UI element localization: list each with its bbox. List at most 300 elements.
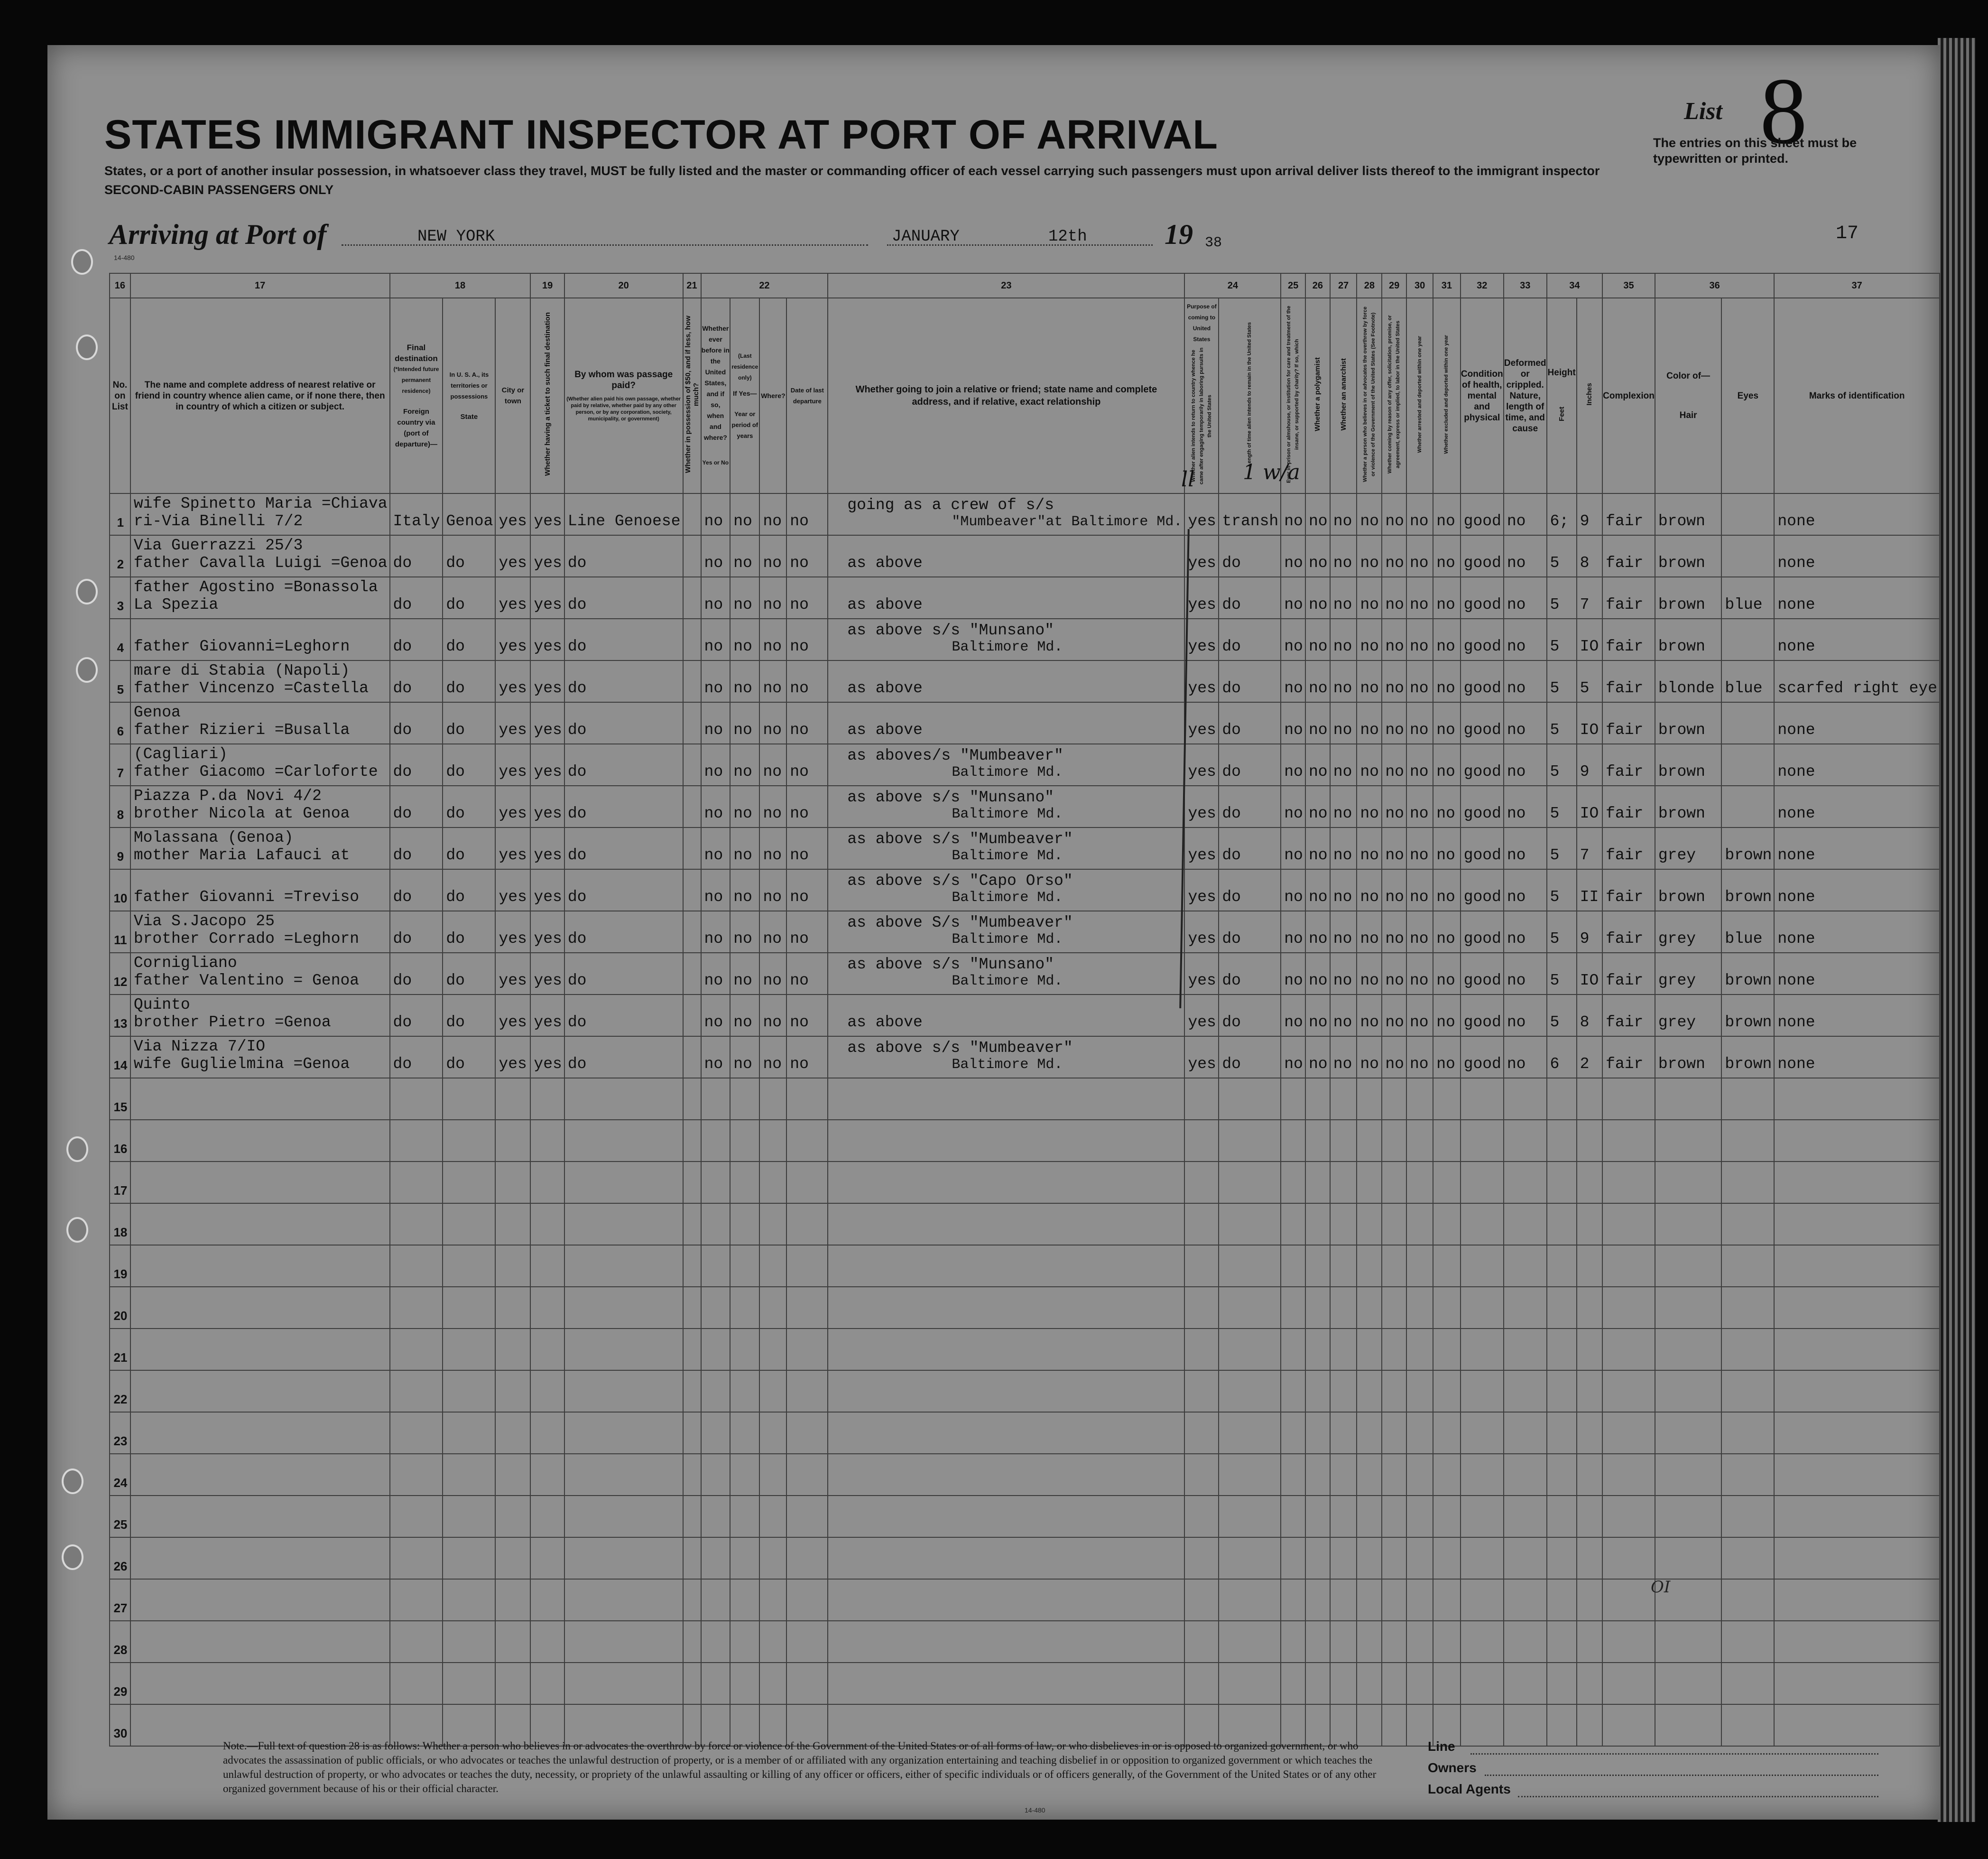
row-number: 24 xyxy=(110,1454,130,1496)
header-where: Where? xyxy=(759,298,786,493)
empty-cell xyxy=(1305,1496,1330,1537)
empty-cell xyxy=(1577,1203,1602,1245)
cell-excluded: no xyxy=(1433,619,1460,660)
empty-cell xyxy=(1219,1162,1281,1203)
cell-prison: no xyxy=(1281,995,1305,1036)
empty-cell xyxy=(1504,1537,1547,1579)
header-purpose-b-text: Length of time alien intends to remain in the United States xyxy=(1247,322,1253,467)
empty-cell xyxy=(390,1579,443,1621)
empty-cell xyxy=(1357,1287,1382,1329)
relative-address-line-2: father Valentino = Genoa xyxy=(133,972,360,989)
header-subtitle-2: SECOND-CABIN PASSENGERS ONLY xyxy=(104,183,334,197)
empty-cell xyxy=(701,1329,730,1370)
empty-cell xyxy=(759,1287,786,1329)
empty-cell xyxy=(1382,1329,1406,1370)
empty-cell xyxy=(683,1579,701,1621)
cell-passage-paid: do xyxy=(564,786,683,827)
cell-purpose-length: do xyxy=(1219,535,1281,577)
header-c31-text: Whether excluded and deported within one year xyxy=(1443,335,1450,454)
cell-passage-paid: do xyxy=(564,869,683,911)
cell-joining xyxy=(828,786,1184,827)
joining-line-1: as aboves/s "Mumbeaver" xyxy=(847,747,1063,764)
empty-cell xyxy=(1655,1329,1721,1370)
cell-fifty-dollars xyxy=(683,827,701,869)
empty-cell xyxy=(1184,1245,1219,1287)
empty-cell xyxy=(1602,1329,1655,1370)
cell-state: do xyxy=(443,869,495,911)
col-number: 24 xyxy=(1184,273,1281,298)
empty-cell xyxy=(564,1663,683,1704)
empty-cell xyxy=(495,1287,530,1329)
col-number: 34 xyxy=(1547,273,1603,298)
empty-cell xyxy=(1357,1120,1382,1162)
cell-prison: no xyxy=(1281,953,1305,995)
empty-cell xyxy=(1504,1203,1547,1245)
stacked-page-edges xyxy=(1938,38,1976,1822)
empty-cell xyxy=(390,1162,443,1203)
empty-cell xyxy=(1547,1245,1577,1287)
empty-cell xyxy=(1357,1370,1382,1412)
empty-cell xyxy=(828,1120,1184,1162)
empty-cell xyxy=(1774,1162,1940,1203)
cell-before-yes-no: no xyxy=(701,619,730,660)
joining-line-1: as above s/s "Mumbeaver" xyxy=(847,830,1073,848)
cell-passage-paid: do xyxy=(564,953,683,995)
cell-height-feet: 5 xyxy=(1547,619,1577,660)
cell-state: Genoa xyxy=(443,493,495,535)
empty-cell xyxy=(1357,1454,1382,1496)
cell-fifty-dollars xyxy=(683,995,701,1036)
cell-relative-address xyxy=(130,744,390,786)
header-c28 xyxy=(1357,298,1382,493)
empty-cell xyxy=(443,1579,495,1621)
header-c30 xyxy=(1406,298,1433,493)
relative-address-line-2: brother Nicola at Genoa xyxy=(133,805,350,822)
empty-cell xyxy=(530,1454,564,1496)
cell-deformed: no xyxy=(1504,744,1547,786)
empty-cell xyxy=(1577,1370,1602,1412)
empty-cell xyxy=(1330,1245,1357,1287)
cell-height-feet: 5 xyxy=(1547,953,1577,995)
empty-cell xyxy=(1655,1621,1721,1663)
cell-height-inches: 9 xyxy=(1577,911,1602,953)
cell-ticket: yes xyxy=(530,786,564,827)
cell-excluded: no xyxy=(1433,702,1460,744)
cell-before-period: no xyxy=(730,493,759,535)
empty-cell xyxy=(495,1120,530,1162)
empty-cell xyxy=(1504,1496,1547,1537)
cell-hair-color: grey xyxy=(1655,995,1721,1036)
cell-before-where: no xyxy=(759,535,786,577)
empty-cell xyxy=(1461,1621,1504,1663)
cell-foreign-country: do xyxy=(390,827,443,869)
empty-cell xyxy=(1184,1120,1219,1162)
empty-cell xyxy=(1330,1287,1357,1329)
cell-passage-paid: do xyxy=(564,535,683,577)
empty-cell xyxy=(530,1120,564,1162)
cell-overthrow: no xyxy=(1357,493,1382,535)
cell-before-period: no xyxy=(730,535,759,577)
cell-purpose-length: do xyxy=(1219,953,1281,995)
cell-state: do xyxy=(443,744,495,786)
empty-cell xyxy=(1184,1537,1219,1579)
cell-before-date: no xyxy=(786,995,828,1036)
empty-cell xyxy=(1547,1621,1577,1663)
row-number: 7 xyxy=(110,744,130,786)
empty-cell xyxy=(1721,1704,1774,1746)
cell-before-yes-no: no xyxy=(701,577,730,619)
header-inches xyxy=(1577,298,1602,493)
joining-line-1: going as a crew of s/s xyxy=(847,496,1054,514)
empty-cell xyxy=(759,1579,786,1621)
cell-excluded: no xyxy=(1433,744,1460,786)
empty-cell xyxy=(1774,1537,1940,1579)
stamp-mark: OI xyxy=(1651,1578,1671,1597)
header-marks: Marks of identification xyxy=(1774,298,1940,493)
empty-cell xyxy=(1330,1412,1357,1454)
row-number: 15 xyxy=(110,1078,130,1120)
empty-cell xyxy=(390,1412,443,1454)
empty-cell xyxy=(759,1162,786,1203)
owners-label: Owners xyxy=(1428,1760,1477,1775)
joining-line-1: as above S/s "Mumbeaver" xyxy=(847,914,1073,931)
cell-before-date: no xyxy=(786,869,828,911)
cell-foreign-country: Italy xyxy=(390,493,443,535)
empty-cell xyxy=(1655,1203,1721,1245)
header-hair-label: Hair xyxy=(1679,410,1697,420)
cell-before-period: no xyxy=(730,953,759,995)
empty-cell xyxy=(1602,1663,1655,1704)
cell-purpose-return: yes xyxy=(1184,1036,1219,1078)
empty-cell xyxy=(786,1120,828,1162)
empty-cell xyxy=(1406,1329,1433,1370)
empty-cell xyxy=(730,1245,759,1287)
cell-height-feet: 5 xyxy=(1547,827,1577,869)
cell-arrested: no xyxy=(1406,535,1433,577)
cell-deformed: no xyxy=(1504,827,1547,869)
cell-complexion: fair xyxy=(1602,619,1655,660)
row-number: 19 xyxy=(110,1245,130,1287)
empty-cell xyxy=(1433,1412,1460,1454)
cell-health: good xyxy=(1461,827,1504,869)
joining-line-1: as above s/s "Munsano" xyxy=(847,622,1054,639)
empty-cell xyxy=(1184,1078,1219,1120)
cell-before-yes-no: no xyxy=(701,786,730,827)
cell-labor-offer: no xyxy=(1382,535,1406,577)
cell-hair-color: grey xyxy=(1655,827,1721,869)
cell-purpose-length: do xyxy=(1219,702,1281,744)
empty-cell xyxy=(1461,1245,1504,1287)
empty-row xyxy=(110,1245,1940,1287)
empty-cell xyxy=(1655,1370,1721,1412)
cell-state: do xyxy=(443,577,495,619)
empty-cell xyxy=(1774,1621,1940,1663)
empty-cell xyxy=(443,1078,495,1120)
cell-before-yes-no: no xyxy=(701,827,730,869)
cell-health: good xyxy=(1461,577,1504,619)
empty-cell xyxy=(786,1078,828,1120)
col-number: 19 xyxy=(530,273,564,298)
cell-fifty-dollars xyxy=(683,619,701,660)
empty-cell xyxy=(1602,1370,1655,1412)
empty-cell xyxy=(1721,1496,1774,1537)
empty-cell xyxy=(443,1329,495,1370)
cell-relative-address xyxy=(130,869,390,911)
cell-prison: no xyxy=(1281,577,1305,619)
empty-cell xyxy=(1461,1162,1504,1203)
header-joining: Whether going to join a relative or friend; state name and complete address, and if relative, exact relationship xyxy=(828,298,1184,493)
cell-foreign-country: do xyxy=(390,535,443,577)
cell-labor-offer: no xyxy=(1382,744,1406,786)
table-row xyxy=(110,577,1940,619)
cell-health: good xyxy=(1461,535,1504,577)
cell-before-date: no xyxy=(786,493,828,535)
table-row xyxy=(110,786,1940,827)
empty-cell xyxy=(1406,1454,1433,1496)
cell-city: yes xyxy=(495,493,530,535)
empty-cell xyxy=(495,1203,530,1245)
cell-before-yes-no: no xyxy=(701,953,730,995)
cell-arrested: no xyxy=(1406,953,1433,995)
empty-cell xyxy=(390,1287,443,1329)
empty-cell xyxy=(1461,1579,1504,1621)
cell-joining xyxy=(828,493,1184,535)
empty-cell xyxy=(1433,1078,1460,1120)
empty-cell xyxy=(1721,1621,1774,1663)
joining-line-1: as above xyxy=(847,721,923,739)
empty-cell xyxy=(1774,1496,1940,1537)
cell-complexion: fair xyxy=(1602,911,1655,953)
empty-cell xyxy=(1774,1120,1940,1162)
cell-eye-color: brown xyxy=(1721,1036,1774,1078)
table-row xyxy=(110,995,1940,1036)
cell-labor-offer: no xyxy=(1382,953,1406,995)
cell-health: good xyxy=(1461,995,1504,1036)
header-c27-text: Whether an anarchist xyxy=(1339,358,1348,431)
cell-eye-color xyxy=(1721,744,1774,786)
joining-line-2: Baltimore Md. xyxy=(952,764,1063,781)
empty-cell xyxy=(1504,1287,1547,1329)
header-relative: The name and complete address of nearest relative or friend in country whence alien came, or if none there, then in country of which a citizen or subject. xyxy=(130,298,390,493)
cell-purpose-return: yes xyxy=(1184,995,1219,1036)
cell-ticket: yes xyxy=(530,535,564,577)
header-final-destination: Final destination xyxy=(395,343,438,363)
empty-cell xyxy=(1382,1120,1406,1162)
joining-line-2: Baltimore Md. xyxy=(952,806,1063,822)
cell-city: yes xyxy=(495,744,530,786)
cell-deformed: no xyxy=(1504,911,1547,953)
cell-foreign-country: do xyxy=(390,744,443,786)
cell-labor-offer: no xyxy=(1382,786,1406,827)
row-number: 30 xyxy=(110,1704,130,1746)
cell-overthrow: no xyxy=(1357,1036,1382,1078)
cell-before-date: no xyxy=(786,619,828,660)
header-purpose-a xyxy=(1184,298,1219,493)
empty-cell xyxy=(1219,1370,1281,1412)
empty-cell xyxy=(390,1537,443,1579)
cell-anarchist: no xyxy=(1330,744,1357,786)
day-value: 12th xyxy=(1048,228,1087,246)
cell-purpose-return: yes xyxy=(1184,953,1219,995)
empty-cell xyxy=(1547,1078,1577,1120)
header-passage-label: By whom was passage paid? xyxy=(574,370,673,390)
cell-deformed: no xyxy=(1504,953,1547,995)
cell-deformed: no xyxy=(1504,702,1547,744)
empty-cell xyxy=(1547,1329,1577,1370)
cell-anarchist: no xyxy=(1330,827,1357,869)
cell-health: good xyxy=(1461,619,1504,660)
cell-health: good xyxy=(1461,702,1504,744)
cell-purpose-length: do xyxy=(1219,869,1281,911)
empty-cell xyxy=(564,1078,683,1120)
empty-cell xyxy=(1433,1537,1460,1579)
empty-cell xyxy=(1433,1370,1460,1412)
empty-cell xyxy=(530,1370,564,1412)
cell-deformed: no xyxy=(1504,577,1547,619)
cell-prison: no xyxy=(1281,744,1305,786)
line-label: Line xyxy=(1428,1739,1455,1754)
cell-foreign-country: do xyxy=(390,660,443,702)
cell-complexion: fair xyxy=(1602,702,1655,744)
relative-address-line-1: Genoa xyxy=(133,704,181,721)
empty-cell xyxy=(786,1663,828,1704)
cell-purpose-return: yes xyxy=(1184,744,1219,786)
row-number: 27 xyxy=(110,1579,130,1621)
cell-eye-color xyxy=(1721,702,1774,744)
empty-cell xyxy=(759,1496,786,1537)
cell-joining xyxy=(828,827,1184,869)
header-complexion: Complexion xyxy=(1602,298,1655,493)
empty-cell xyxy=(1406,1245,1433,1287)
line-field xyxy=(1470,1753,1878,1755)
row-number: 1 xyxy=(110,493,130,535)
cell-anarchist: no xyxy=(1330,660,1357,702)
empty-cell xyxy=(1281,1496,1305,1537)
cell-overthrow: no xyxy=(1357,786,1382,827)
joining-line-2: Baltimore Md. xyxy=(952,848,1063,864)
row-number: 25 xyxy=(110,1496,130,1537)
cell-before-date: no xyxy=(786,660,828,702)
relative-address-line-1: Via Guerrazzi 25/3 xyxy=(133,537,303,554)
empty-cell xyxy=(683,1537,701,1579)
empty-cell xyxy=(1330,1579,1357,1621)
cell-height-inches: IO xyxy=(1577,786,1602,827)
binder-hole xyxy=(66,1217,88,1243)
cell-purpose-return: yes xyxy=(1184,827,1219,869)
empty-cell xyxy=(1357,1078,1382,1120)
header-if-yes: If Yes— xyxy=(733,389,757,397)
handwritten-note: 1 w/a xyxy=(1243,460,1300,484)
cell-ticket: yes xyxy=(530,619,564,660)
cell-before-date: no xyxy=(786,911,828,953)
cell-labor-offer: no xyxy=(1382,869,1406,911)
cell-height-feet: 5 xyxy=(1547,786,1577,827)
header-feet xyxy=(1547,298,1577,493)
empty-cell xyxy=(1602,1287,1655,1329)
row-number: 26 xyxy=(110,1537,130,1579)
cell-excluded: no xyxy=(1433,535,1460,577)
cell-city: yes xyxy=(495,1036,530,1078)
cell-joining xyxy=(828,577,1184,619)
empty-cell xyxy=(1330,1537,1357,1579)
cell-identification-marks: none xyxy=(1774,953,1940,995)
header-purpose: Purpose of coming to United States xyxy=(1187,303,1217,343)
joining-line-2: Baltimore Md. xyxy=(952,1057,1063,1073)
cell-identification-marks: none xyxy=(1774,619,1940,660)
empty-cell xyxy=(564,1370,683,1412)
cell-before-yes-no: no xyxy=(701,493,730,535)
empty-cell xyxy=(1281,1454,1305,1496)
cell-eye-color: brown xyxy=(1721,995,1774,1036)
cell-eye-color xyxy=(1721,619,1774,660)
cell-height-inches: 8 xyxy=(1577,995,1602,1036)
header-eyes: Eyes xyxy=(1721,298,1774,493)
empty-cell xyxy=(759,1454,786,1496)
empty-cell xyxy=(1547,1579,1577,1621)
header-ticket-text: Whether having a ticket to such final destination xyxy=(543,312,552,476)
empty-cell xyxy=(530,1162,564,1203)
cell-complexion: fair xyxy=(1602,995,1655,1036)
cell-deformed: no xyxy=(1504,619,1547,660)
cell-deformed: no xyxy=(1504,786,1547,827)
empty-cell xyxy=(443,1120,495,1162)
empty-cell xyxy=(1281,1370,1305,1412)
empty-cell xyxy=(1219,1203,1281,1245)
empty-cell xyxy=(1382,1454,1406,1496)
cell-foreign-country: do xyxy=(390,995,443,1036)
empty-cell xyxy=(443,1287,495,1329)
row-number: 13 xyxy=(110,995,130,1036)
cell-complexion: fair xyxy=(1602,493,1655,535)
empty-cell xyxy=(1382,1496,1406,1537)
cell-purpose-return: yes xyxy=(1184,577,1219,619)
empty-row xyxy=(110,1454,1940,1496)
cell-height-feet: 5 xyxy=(1547,995,1577,1036)
cell-overthrow: no xyxy=(1357,827,1382,869)
empty-cell xyxy=(1774,1329,1940,1370)
cell-ticket: yes xyxy=(530,827,564,869)
cell-fifty-dollars xyxy=(683,953,701,995)
empty-cell xyxy=(443,1370,495,1412)
empty-row xyxy=(110,1162,1940,1203)
empty-cell xyxy=(530,1579,564,1621)
cell-deformed: no xyxy=(1504,660,1547,702)
year-prefix: 19 xyxy=(1165,219,1193,250)
cell-prison: no xyxy=(1281,1036,1305,1078)
cell-fifty-dollars xyxy=(683,869,701,911)
cell-before-where: no xyxy=(759,911,786,953)
empty-cell xyxy=(730,1579,759,1621)
cell-before-period: no xyxy=(730,619,759,660)
empty-cell xyxy=(786,1412,828,1454)
empty-cell xyxy=(701,1496,730,1537)
cell-passage-paid: do xyxy=(564,619,683,660)
cell-before-where: no xyxy=(759,995,786,1036)
relative-address-line-2: father Vincenzo =Castella xyxy=(133,679,369,697)
cell-height-feet: 5 xyxy=(1547,911,1577,953)
empty-row xyxy=(110,1496,1940,1537)
empty-cell xyxy=(1305,1579,1330,1621)
cell-joining xyxy=(828,1036,1184,1078)
empty-cell xyxy=(1577,1120,1602,1162)
empty-cell xyxy=(1305,1329,1330,1370)
empty-cell xyxy=(495,1496,530,1537)
empty-cell xyxy=(530,1329,564,1370)
header-color-of: Color of— xyxy=(1666,371,1710,381)
empty-cell xyxy=(1281,1203,1305,1245)
empty-cell xyxy=(1219,1120,1281,1162)
row-number: 5 xyxy=(110,660,130,702)
